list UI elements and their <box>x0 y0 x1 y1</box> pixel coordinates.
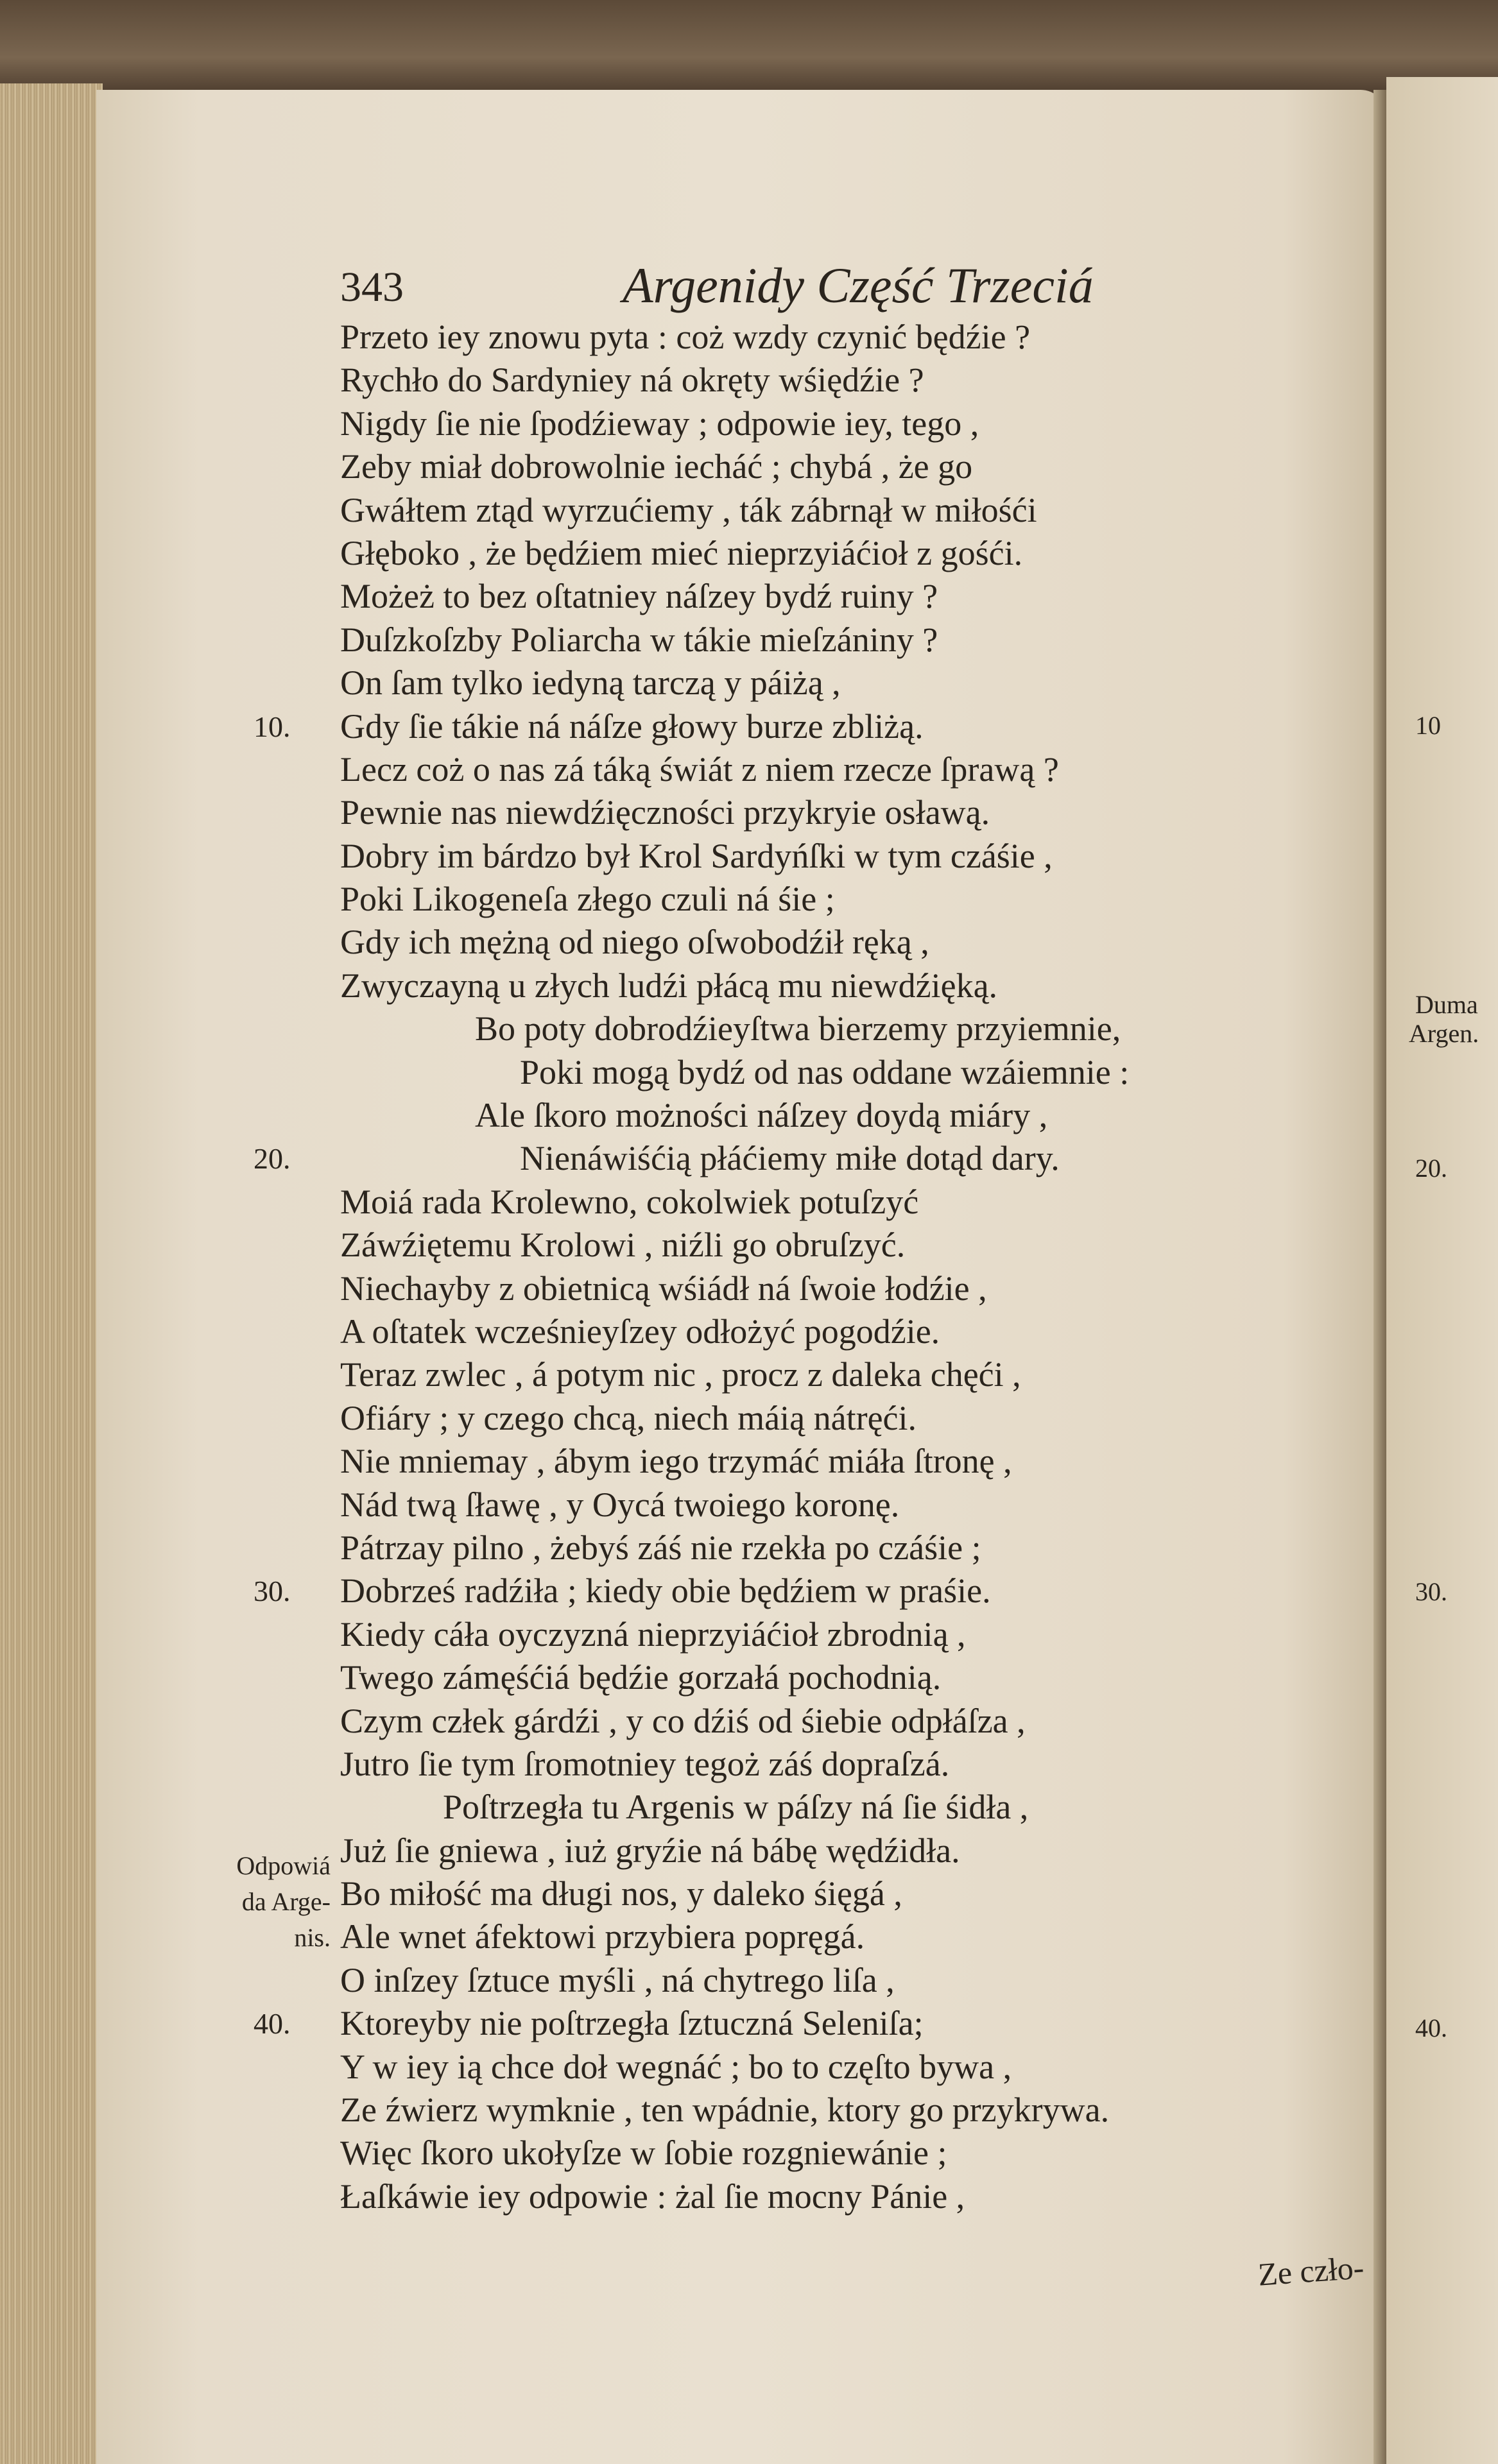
verse-text: Poſtrzegła tu Argenis w páſzy ná ſie śidła , <box>443 1788 1029 1827</box>
verse-line <box>340 964 1367 1007</box>
verse-line <box>340 445 1367 488</box>
verse-text: Ze źwierz wymknie , ten wpádnie, ktory go przykrywa. <box>340 2091 1110 2130</box>
verse-text: Pewnie nas niewdźięczności przykryie osławą. <box>340 793 990 832</box>
verse-line <box>340 619 1367 662</box>
verse-text: Dobrześ radźiła ; kiedy obie będźiem w praśie. <box>340 1571 991 1611</box>
verse-text: Czym człek gárdźi , y co dźiś od śiebie odpłáſza , <box>340 1701 1026 1740</box>
verse-text: Bo poty dobrodźieyſtwa bierzemy przyiemnie, <box>475 1009 1121 1048</box>
verse-text: Moiá rada Krolewno, cokolwiek potuſzyć <box>340 1182 919 1221</box>
verse-text: Łaſkáwie iey odpowie : żal ſie mocny Pánie , <box>340 2177 965 2216</box>
book-gutter <box>1373 90 1386 2464</box>
verse-text: Y w iey ią chce doł wegnáć ; bo to częſto bywa , <box>340 2047 1012 2086</box>
verse-line <box>340 1829 1367 1872</box>
verse-text: Jutro ſie tym ſromotniey tegoż záś dopraſzá. <box>340 1744 950 1783</box>
line-number: 40. <box>254 2007 291 2041</box>
verse-text: Ale ſkoro możności náſzey doydą miáry , <box>475 1096 1048 1135</box>
verse-line <box>340 1440 1367 1483</box>
verse-line <box>340 2175 1367 2218</box>
verse-line <box>340 1743 1367 1786</box>
verse-line <box>340 1007 1367 1050</box>
verse-text: A oſtatek wcześnieyſzey odłożyć pogodźie. <box>340 1312 940 1351</box>
verse-line <box>340 402 1367 445</box>
verse-line <box>340 1353 1367 1396</box>
margin-note-line: da Arge- <box>241 1887 331 1916</box>
verse-text: Nád twą ſławę , y Oycá twoiego koronę. <box>340 1485 900 1524</box>
right-line-number: 20. <box>1415 1154 1447 1183</box>
verse-text: Zeby miał dobrowolnie iecháć ; chybá , że go <box>340 447 973 486</box>
running-title: Argenidy Część Trzeciá <box>623 257 1094 313</box>
verse-line <box>254 1137 1367 1180</box>
verse-line <box>340 662 1367 705</box>
verse-text: Nienáwiśćią płáćiemy miłe dotąd dary. <box>520 1139 1060 1178</box>
page-edges <box>0 83 103 2464</box>
verse-line <box>340 878 1367 921</box>
verse-text: Gdy ich mężną od niego oſwobodźił ręką , <box>340 923 929 962</box>
verse-line <box>340 359 1367 402</box>
verse-line <box>254 705 1367 748</box>
verse-line <box>340 2089 1367 2132</box>
verse-text: Pátrzay pilno , żebyś záś nie rzekła po czáśie ; <box>340 1528 981 1567</box>
adjacent-page <box>1386 77 1498 2464</box>
verse-line <box>340 575 1367 618</box>
verse-text: Więc ſkoro ukołyſze w ſobie rozgniewánie ; <box>340 2134 947 2173</box>
right-margin-note: Argen. <box>1409 1019 1479 1048</box>
verse-line <box>340 1310 1367 1353</box>
verse-text: Głęboko , że będźiem mieć nieprzyiáćioł z gośći. <box>340 533 1023 572</box>
verse-text: Záwźiętemu Krolowi , niźli go obruſzyć. <box>340 1226 906 1265</box>
verse-text: Nie mniemay , ábym iego trzymáć miáła ſtronę , <box>340 1442 1012 1481</box>
margin-note-line: nis. <box>294 1923 331 1952</box>
verse-line <box>340 1181 1367 1224</box>
page-number: 343 <box>340 264 404 311</box>
verse-line <box>340 1872 1367 1915</box>
right-line-number: 10 <box>1415 711 1441 740</box>
verse-text: Przeto iey znowu pyta : coż wzdy czynić będźie ? <box>340 318 1031 356</box>
right-line-number: 30. <box>1415 1577 1447 1606</box>
verse-line <box>340 2132 1367 2175</box>
verse-line <box>340 748 1367 791</box>
verse-text: Teraz zwlec , á potym nic , procz z daleka chęći , <box>340 1355 1021 1394</box>
verse-line <box>340 1484 1367 1527</box>
verse-line <box>340 791 1367 834</box>
line-number: 10. <box>254 710 291 743</box>
verse-text: On ſam tylko iedyną tarczą y páiżą , <box>340 663 841 703</box>
verse-line <box>340 1397 1367 1440</box>
verse-text: Duſzkoſzby Poliarcha w tákie mieſzániny ? <box>340 620 938 659</box>
right-line-number: 40. <box>1415 2014 1447 2042</box>
verse-text: Rychło do Sardyniey ná okręty wśiędźie ? <box>340 361 924 400</box>
verse-text: O inſzey ſztuce myśli , ná chytrego liſa , <box>340 1960 895 1999</box>
verse-text: Zwyczayną u złych ludźi płácą mu niewdźięką. <box>340 966 998 1005</box>
verse-line <box>340 1051 1367 1094</box>
verse-text: Lecz coż o nas zá táką świát z niem rzecze ſprawą ? <box>340 749 1059 789</box>
running-header <box>340 257 1149 314</box>
verse-text: Gwáłtem ztąd wyrzućiemy , ták zábrnął w miłośći <box>340 490 1037 529</box>
margin-note <box>202 1848 331 1956</box>
line-number: 30. <box>254 1575 291 1608</box>
verse-text: Bo miłość ma długi nos, y daleko śięgá , <box>340 1874 902 1913</box>
line-number: 20. <box>254 1142 291 1176</box>
verse-text: Możeż to bez oſtatniey náſzey bydź ruiny ? <box>340 577 938 616</box>
verse-line <box>340 1613 1367 1656</box>
verse-text: Gdy ſie tákie ná náſze głowy burze zbliżą. <box>340 706 924 746</box>
verse-line <box>254 2002 1367 2045</box>
verse-text: Ale wnet áfektowi przybiera popręgá. <box>340 1917 865 1956</box>
verse-text: Nigdy ſie nie ſpodźieway ; odpowie iey, tego , <box>340 404 979 443</box>
verse-text: Twego zámęśćiá będźie gorzałá pochodnią. <box>340 1658 942 1697</box>
verse-line <box>340 1267 1367 1310</box>
verse-line <box>340 921 1367 964</box>
verse-text: Poki mogą bydź od nas oddane wzáiemnie : <box>520 1052 1130 1091</box>
verse-line <box>340 532 1367 575</box>
verse-text: Dobry im bárdzo był Krol Sardyńſki w tym czáśie , <box>340 836 1053 875</box>
verse-line <box>340 489 1367 532</box>
verse-text: Poki Likogeneſa złego czuli ná śie ; <box>340 880 835 919</box>
verse-line <box>340 316 1367 359</box>
verse-text: Ofiáry ; y czego chcą, niech máią nátręći. <box>340 1398 917 1437</box>
verse-line <box>340 1700 1367 1743</box>
background-wood <box>0 0 1498 96</box>
verse-text: Ktoreyby nie poſtrzegła ſztuczná Seleniſa; <box>340 2004 924 2043</box>
verse-line <box>254 1570 1367 1613</box>
verse-text: Kiedy cáła oyczyzná nieprzyiáćioł zbrodnią , <box>340 1614 966 1654</box>
verse-line <box>340 1094 1367 1137</box>
verse-line <box>340 1915 1367 1958</box>
verse-line <box>340 1786 1367 1829</box>
verse-line <box>340 1959 1367 2002</box>
verse-line <box>340 2046 1367 2089</box>
right-margin-note: Duma <box>1415 990 1478 1019</box>
verse-line <box>340 1224 1367 1267</box>
verse-text: Niechayby z obietnicą wśiádł ná ſwoie łodźie , <box>340 1269 987 1308</box>
verse-line <box>340 835 1367 878</box>
verse-line <box>340 1527 1367 1570</box>
verse-text: Już ſie gniewa , iuż gryźie ná bábę wędźidła. <box>340 1831 960 1870</box>
catchword: Ze czło- <box>1257 2249 1365 2293</box>
verse-line <box>340 1656 1367 1699</box>
margin-note-line: Odpowiá <box>236 1851 331 1880</box>
